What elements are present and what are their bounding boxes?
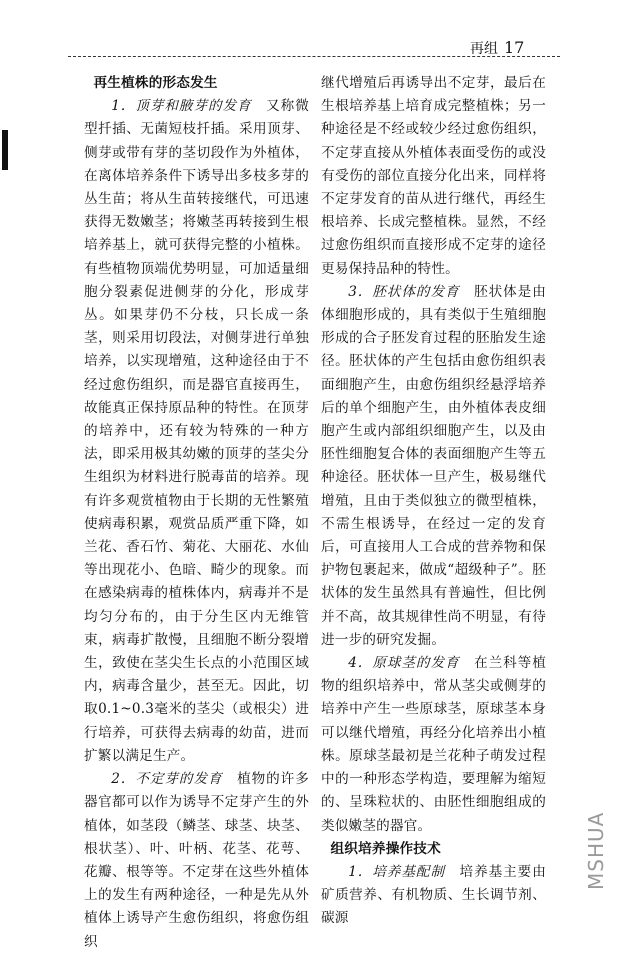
paragraph-4 [321,652,546,838]
subheading: 1．培养基配制 [348,863,445,880]
subheading: 4．原球茎的发育 [348,655,460,672]
paragraph-text: 在兰科等植物的组织培养中，常从茎尖或侧芽的培养中产生一些原球茎，原球茎本身可以继代增殖，再经分化培养出小植株。原球茎最初是兰花种子萌发过程中的一种形态学构造，要理解为缩短的、呈珠粒状的、由胚性细胞组成的类似嫩茎的器官。 [321,655,547,834]
paragraph-text: 胚状体是由体细胞形成的，具有类似于生殖细胞形成的合子胚发育过程的胚胎发生途径。胚状体的产生包括由愈伤组织表面细胞产生，由愈伤组织经悬浮培养后的单个细胞产生，由外植体表皮细胞产生或内部组织细胞产生，以及由胚性细胞复合体的表面细胞产生等五种途径。胚状体一旦产生，极易继代增殖，且由于类似独立的微型植株，不需生根诱导，在经过一定的发育后，可直接用人工合成的营养物和保护物包裹起来，做成“超级种子”。胚状体的发生虽然具有普遍性，但比例并不高，故其规律性尚不明显，有待进一步的研究发掘。 [321,283,547,648]
margin-mark [2,130,8,170]
left-column [84,72,309,954]
paragraph-text: 植物的许多器官都可以作为诱导不定芽产生的外植体，如茎段（鳞茎、球茎、块茎、根状茎）、叶、叶柄、花茎、花萼、花瓣、根等等。不定芽在这些外植体上的发生有两种途径，一种是先从外植体上诱导产生愈伤组织，将愈伤组织 [84,771,310,950]
paragraph-1 [84,95,309,768]
page-number: 17 [504,38,525,57]
right-column [321,72,546,931]
header-section-title: 再组 [470,41,498,57]
paragraph-3 [321,281,546,652]
section-heading: 组织培养操作技术 [330,840,441,857]
paragraph-text: 培养基主要由矿质营养、有机物质、生长调节剂、碳源 [321,863,546,927]
paragraph-5 [321,861,546,931]
section-heading: 再生植株的形态发生 [93,75,218,91]
running-header [470,38,524,58]
subheading: 2．不定芽的发育 [111,771,223,788]
subheading: 3．胚状体的发育 [348,283,460,300]
watermark: MSHUA [584,811,608,890]
paragraph-text: 又称微型扦插、无菌短枝扦插。采用顶芽、侧芽或带有芽的茎切段作为外植体，在离体培养条件下诱导出多枝多芽的丛生苗；将从生苗转接继代，可迅速获得无数嫩茎；将嫩茎再转接到生根培养基上，就可获得完整的小植株。有些植物顶端优势明显，可加适量细胞分裂素促进侧芽的分化，形成芽丛。如果芽仍不分枝，只长成一条茎，则采用切段法，对侧芽进行单独培养，以实现增殖，这种途径由于不经过愈伤组织，而是器官直接再生，故能真正保持原品种的特性。在顶芽的培养中，还有较为特殊的一种方法，即采用极其幼嫩的顶芽的茎尖分生组织为材料进行脱毒苗的培养。现有许多观赏植物由于长期的无性繁殖使病毒积累，观赏品质严重下降，如兰花、香石竹、菊花、大丽花、水仙等出现花小、色暗、畸少的现象。而在感染病毒的植株体内，病毒并不是均匀分布的，由于分生区内无维管束，病毒扩散慢，且细胞不断分裂增生，致使在茎尖生长点的小范围区域内，病毒含量少，甚至无。因此，切取0.1~0.3毫米的茎尖（或根尖）进行培养，可获得去病毒的幼苗，进而扩繁以满足生产。 [84,98,310,764]
header-rule [68,56,560,57]
paragraph-2 [84,768,309,954]
paragraph-2-continued: 继代增殖后再诱导出不定芽，最后在生根培养基上培育成完整植株；另一种途径是不经或较少经过愈伤组织，不定芽直接从外植体表面受伤的或没有受伤的部位直接分化出来，同样将不定芽发育的苗从进行继代，再经生根培养、长成完整植株。显然，不经过愈伤组织而直接形成不定芽的途径更易保持品种的特性。 [321,75,546,277]
subheading: 1．顶芽和腋芽的发育 [111,98,252,115]
